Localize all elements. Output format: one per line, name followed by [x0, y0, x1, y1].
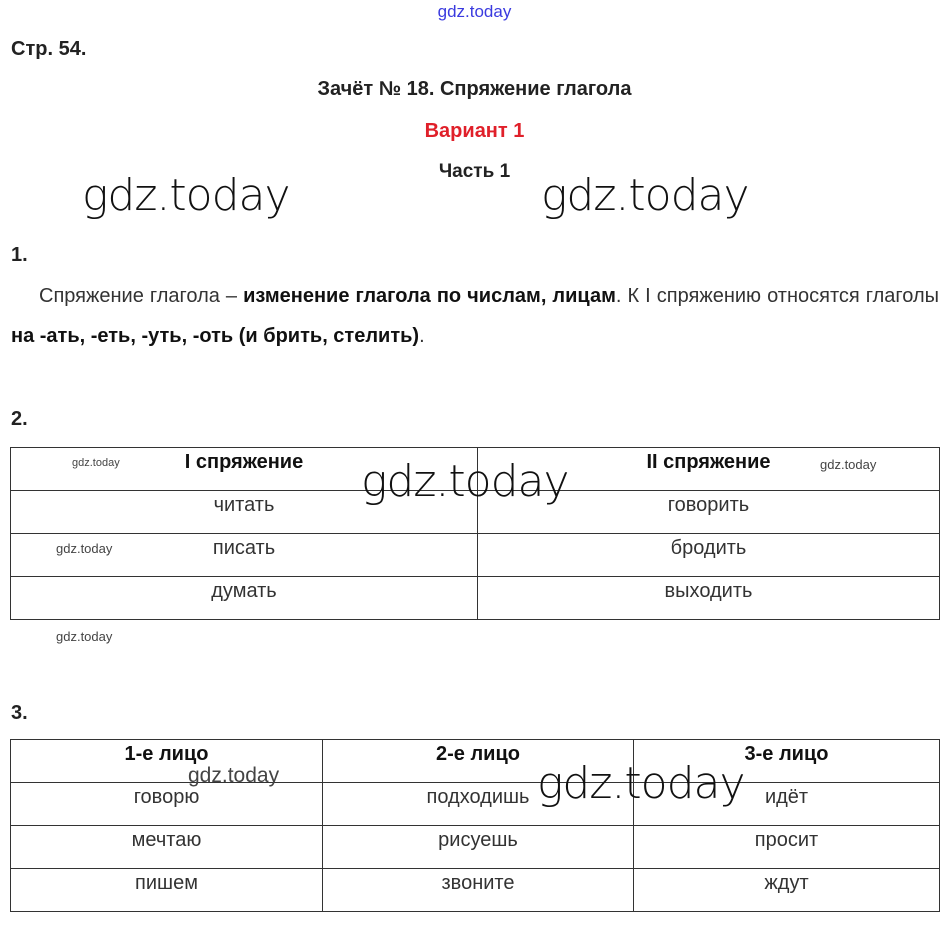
table-row — [11, 826, 940, 869]
header-cell: 3-е лицо — [634, 740, 940, 783]
cell: подходишь — [323, 783, 634, 826]
page-title: Зачёт № 18. Спряжение глагола — [317, 78, 632, 100]
variant-label: Вариант 1 — [424, 120, 525, 142]
table-header-row — [11, 740, 940, 783]
header-cell: I спряжение — [11, 448, 478, 491]
watermark: gdz.today — [541, 170, 749, 221]
cell: думать — [11, 577, 478, 620]
task-1-number: 1. — [11, 244, 28, 266]
watermark: gdz.today — [56, 629, 113, 644]
watermark: gdz.today — [82, 170, 290, 221]
cell: выходить — [478, 577, 940, 620]
page-number: Стр. 54. — [11, 38, 87, 60]
part-label: Часть 1 — [438, 161, 511, 182]
watermark: gdz.today — [361, 456, 569, 507]
text: . — [419, 325, 425, 347]
watermark: gdz.today — [72, 457, 120, 469]
text: . К I спряжению относятся глаголы — [615, 285, 939, 307]
watermark: gdz.today — [820, 457, 877, 472]
cell: писать — [11, 534, 478, 577]
text: Спряжение глагола – — [39, 285, 244, 307]
cell: пишем — [11, 869, 323, 912]
header-cell: 2-е лицо — [323, 740, 634, 783]
cell: идёт — [634, 783, 940, 826]
cell: говорить — [478, 491, 940, 534]
watermark: gdz.today — [188, 764, 280, 787]
table-row — [11, 577, 940, 620]
cell: звоните — [323, 869, 634, 912]
cell: мечтаю — [11, 826, 323, 869]
watermark: gdz.today — [537, 758, 745, 809]
header-cell: 1-е лицо — [11, 740, 323, 783]
cell: говорю — [11, 783, 323, 826]
task-3-number: 3. — [11, 702, 28, 724]
cell: рисуешь — [323, 826, 634, 869]
task-2-number: 2. — [11, 408, 28, 430]
cell: бродить — [478, 534, 940, 577]
table-row — [11, 534, 940, 577]
watermark-top[interactable]: gdz.today — [437, 2, 512, 21]
header-cell: II спряжение — [478, 448, 940, 491]
watermark: gdz.today — [56, 541, 113, 556]
table-row — [11, 783, 940, 826]
person-table — [10, 739, 940, 912]
task-1-text — [11, 276, 939, 356]
bold-text: на -ать, -еть, -уть, -оть (и брить, стелить) — [11, 325, 420, 347]
table-row — [11, 869, 940, 912]
cell: читать — [11, 491, 478, 534]
cell: просит — [634, 826, 940, 869]
bold-text: изменение глагола по числам, лицам — [243, 285, 616, 307]
cell: ждут — [634, 869, 940, 912]
